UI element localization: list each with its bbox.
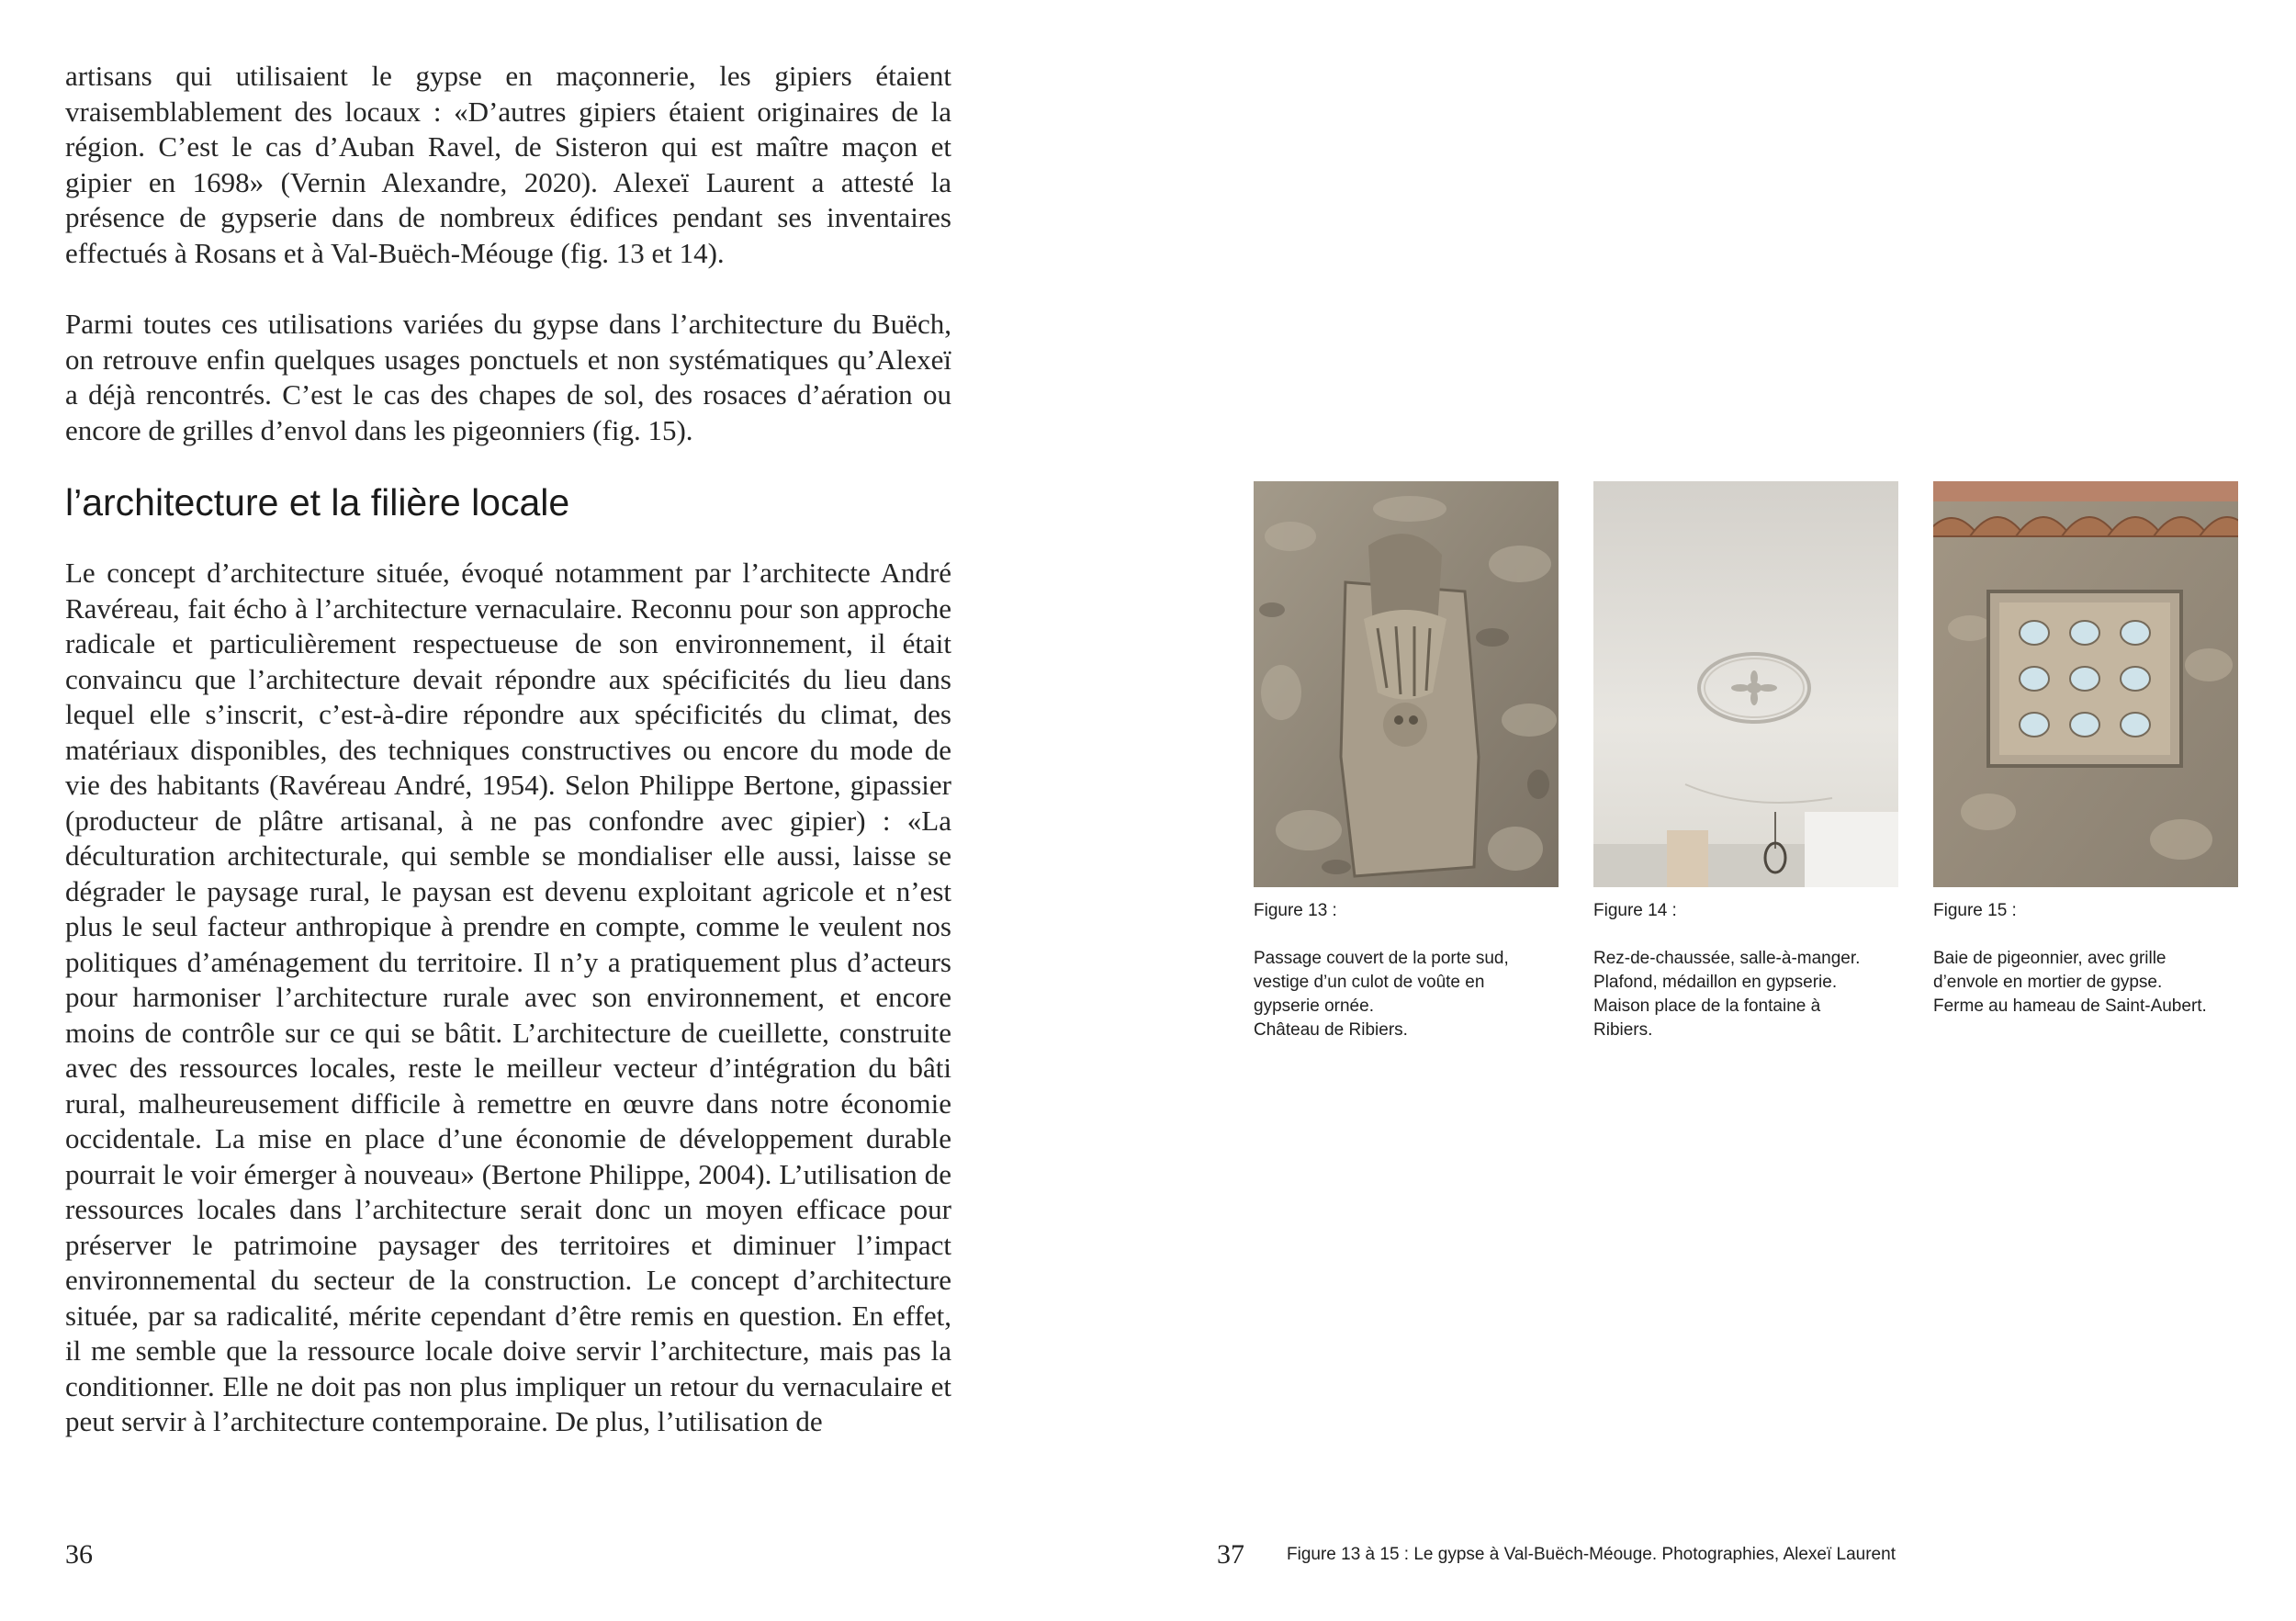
vault-corbel-photo-graphic <box>1254 481 1559 887</box>
body-paragraph-1: artisans qui utilisaient le gypse en maçonnerie, les gipiers étaient vraisemblablement des locaux : «D’autres gipiers étaient originaires de la région. C’est le cas d’Auban Ravel, de Sisteron qui est maître maçon et gipier en 1698» (Vernin Alexandre, 2020). Alexeï Laurent a attesté la présence de gypserie dans de nombreux édifices pendant ses inventaires effectués à Rosans et à Val-Buëch-Méouge (fig. 13 et 14). <box>65 60 951 269</box>
page-number-right: 37 <box>1217 1539 1244 1570</box>
photo-pigeonhole-grille <box>1933 481 2238 887</box>
figure-13-caption: Passage couvert de la porte sud, vestige d’un culot de voûte en gypserie ornée. Château de Ribiers. <box>1254 949 1509 1040</box>
figure-15-title: Figure 15 : <box>1933 901 2017 920</box>
body-paragraph-3: Le concept d’architecture située, évoqué notamment par l’architecte André Ravéreau, fait écho à l’architecture vernaculaire. Reconnu pour son approche radicale et particulièrement respectueuse de son environnement, il était convaincu que l’architecture devait répondre aux spécificités du lieu dans lequel elle s’inscrit, c’est-à-dire répondre aux spécificités du climat, des matériaux disponibles, des techniques constructives ou encore du mode de vie des habitants (Ravéreau André, 1954). Selon Philippe Bertone, gipassier (producteur de plâtre artisanal, à ne pas confondre avec gipier) : «La déculturation architecturale, qui semble se mondialiser elle aussi, laisse se dégrader le paysage rural, le paysan est devenu exploitant agricole et n’est plus le seul facteur anthropique à prendre en compte, comme le veulent nos politiques d’aménagement du territoire. Il n’y a pratiquement plus d’acteurs pour harmoniser l’architecture rurale avec son environnement, et encore moins de contrôle sur ce qui se bâtit. L’architecture de cueillette, construite avec des ressources locales, reste le meilleur vecteur d’intégration du bâti rural, malheureusement difficile à remettre en œuvre dans notre économie occidentale. La mise en place d’une économie de développement durable pourrait le voir émerger à nouveau» (Bertone Philippe, 2004). L’utilisation de ressources locales dans l’architecture serait donc un moyen efficace pour préserver le patrimoine paysager des territoires et diminuer l’impact environnemental du secteur de la construction. Le concept d’architecture située, par sa radicalité, mérite cependant d’être remis en question. En effet, il me semble que la ressource locale doive servir l’architecture, mais pas la conditionner. Elle ne doit pas non plus impliquer un retour du vernaculaire et peut servir à l’architecture contemporaine. De plus, l’utilisation de <box>65 557 951 1437</box>
figure-13-title: Figure 13 : <box>1254 901 1337 920</box>
photo-ceiling-medallion <box>1593 481 1898 887</box>
photo-vault-corbel <box>1254 481 1559 887</box>
right-page <box>1148 0 2296 1621</box>
figure-13 <box>1254 481 1559 1042</box>
pigeonhole-grille-photo-graphic <box>1933 481 2238 887</box>
figure-14-title: Figure 14 : <box>1593 901 1677 920</box>
section-heading: l’architecture et la filière locale <box>65 481 570 523</box>
page-number-left: 36 <box>65 1539 93 1570</box>
figure-15 <box>1933 481 2238 1019</box>
ceiling-medallion-photo-graphic <box>1593 481 1898 887</box>
figure-15-caption: Baie de pigeonnier, avec grille d’envole en mortier de gypse. Ferme au hameau de Saint-Aubert. <box>1933 949 2207 1016</box>
figures-footer-caption: Figure 13 à 15 : Le gypse à Val-Buëch-Méouge. Photographies, Alexeï Laurent <box>1287 1545 1896 1564</box>
figure-14-caption: Rez-de-chaussée, salle-à-manger. Plafond, médaillon en gypserie. Maison place de la fontaine à Ribiers. <box>1593 949 1861 1040</box>
figure-14 <box>1593 481 1898 1042</box>
body-paragraph-2: Parmi toutes ces utilisations variées du gypse dans l’architecture du Buëch, on retrouve enfin quelques usages ponctuels et non systématiques qu’Alexeï a déjà rencontrés. C’est le cas des chapes de sol, des rosaces d’aération ou encore de grilles d’envol dans les pigeonniers (fig. 15). <box>65 308 951 446</box>
